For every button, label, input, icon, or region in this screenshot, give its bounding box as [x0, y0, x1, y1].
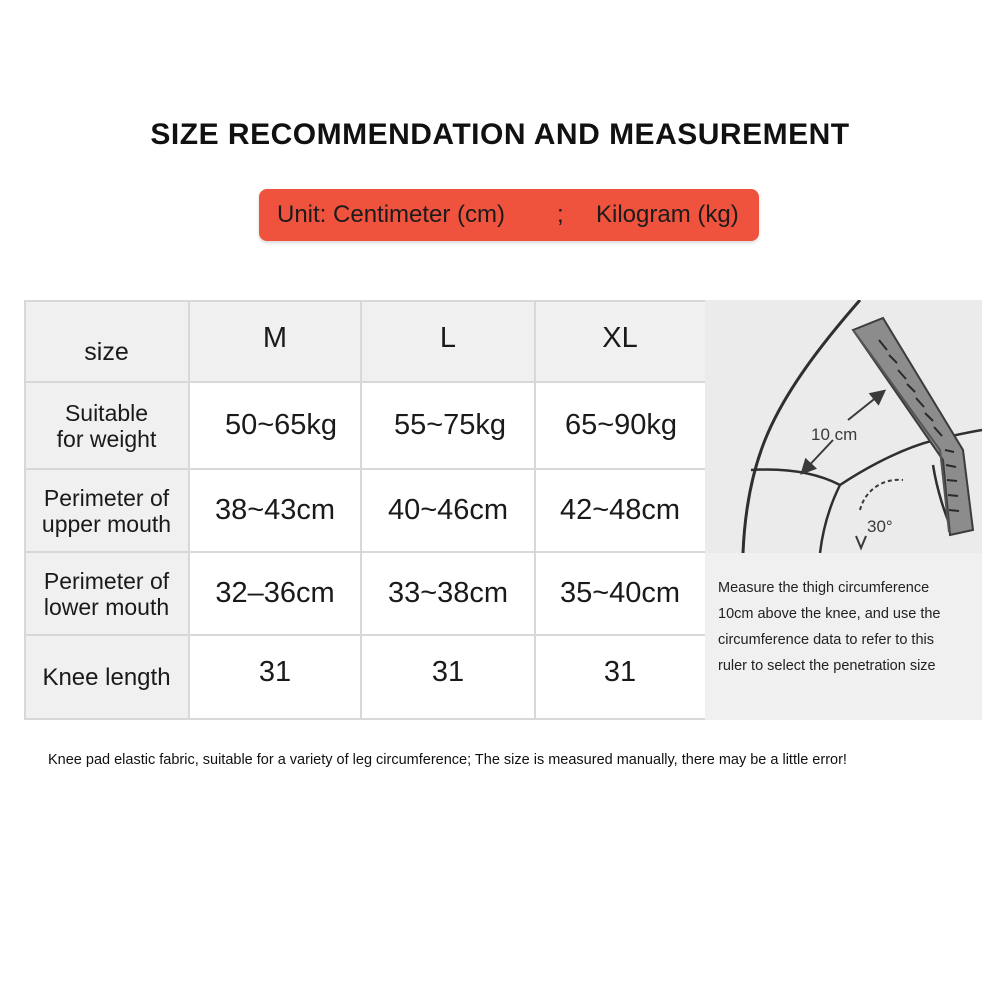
- size-table: [24, 300, 705, 720]
- table-cell: 32–36cm: [189, 552, 361, 635]
- instruction-line: 10cm above the knee, and use the: [718, 606, 941, 622]
- grid-line: [24, 634, 705, 636]
- unit-banner: [259, 189, 759, 241]
- grid-line: [24, 300, 705, 302]
- row-label-upper-mouth: [24, 469, 189, 552]
- measuring-tape-icon: [853, 318, 973, 535]
- angle-label: 30°: [867, 517, 893, 536]
- table-cell: 31: [361, 635, 535, 720]
- row-label-line: lower mouth: [43, 593, 170, 620]
- header-size-m: M: [189, 300, 361, 382]
- table-cell: 31: [189, 635, 361, 720]
- row-label-line: upper mouth: [41, 510, 172, 537]
- row-label-line: Knee length: [42, 663, 171, 691]
- knee-measurement-illustration: [705, 300, 982, 553]
- row-label-knee-length: [24, 635, 189, 720]
- unit-length-label: Unit: Centimeter (cm): [277, 201, 506, 228]
- grid-line: [24, 718, 705, 720]
- page-title: SIZE RECOMMENDATION AND MEASUREMENT: [150, 118, 850, 151]
- table-cell: 55~75kg: [361, 382, 535, 469]
- row-label-lower-mouth: [24, 552, 189, 635]
- shin-outline: [820, 485, 840, 553]
- arrow-down-icon: [803, 440, 833, 472]
- row-label-weight: [24, 382, 189, 469]
- instruction-line: Measure the thigh circumference: [718, 580, 930, 596]
- table-cell: 33~38cm: [361, 552, 535, 635]
- grid-line: [360, 300, 362, 720]
- measure-instructions: [705, 553, 982, 720]
- header-size-xl: XL: [535, 300, 705, 382]
- header-size-label: size: [24, 300, 189, 382]
- angle-arc: [860, 480, 903, 510]
- grid-line: [188, 300, 190, 720]
- table-cell: 42~48cm: [535, 469, 705, 552]
- row-label-line: Perimeter of: [43, 567, 170, 594]
- unit-weight-label: Kilogram (kg): [596, 201, 739, 228]
- table-cell: 50~65kg: [189, 382, 361, 469]
- angle-arrow-icon: [856, 536, 866, 548]
- table-cell: 38~43cm: [189, 469, 361, 552]
- row-label-line: Perimeter of: [43, 484, 170, 511]
- distance-label: 10 cm: [811, 425, 858, 444]
- table-cell: 35~40cm: [535, 552, 705, 635]
- instruction-line: circumference data to refer to this: [718, 632, 934, 648]
- knee-fold-line: [751, 470, 840, 485]
- unit-separator: ;: [557, 201, 564, 228]
- row-label-line: Suitable: [64, 399, 149, 426]
- table-cell: 40~46cm: [361, 469, 535, 552]
- grid-line: [24, 300, 26, 720]
- row-label-line: for weight: [56, 425, 157, 452]
- header-size-l: L: [361, 300, 535, 382]
- grid-line: [24, 468, 705, 470]
- arrow-up-icon: [848, 392, 883, 420]
- grid-line: [534, 300, 536, 720]
- footer-note: Knee pad elastic fabric, suitable for a variety of leg circumference; The size is measured manually, there may be a little error!: [48, 752, 847, 768]
- table-cell: 31: [535, 635, 705, 720]
- grid-line: [24, 551, 705, 553]
- knee-diagram-svg: [705, 300, 982, 553]
- grid-line: [24, 381, 705, 383]
- table-cell: 65~90kg: [535, 382, 705, 469]
- instruction-line: ruler to select the penetration size: [718, 658, 936, 674]
